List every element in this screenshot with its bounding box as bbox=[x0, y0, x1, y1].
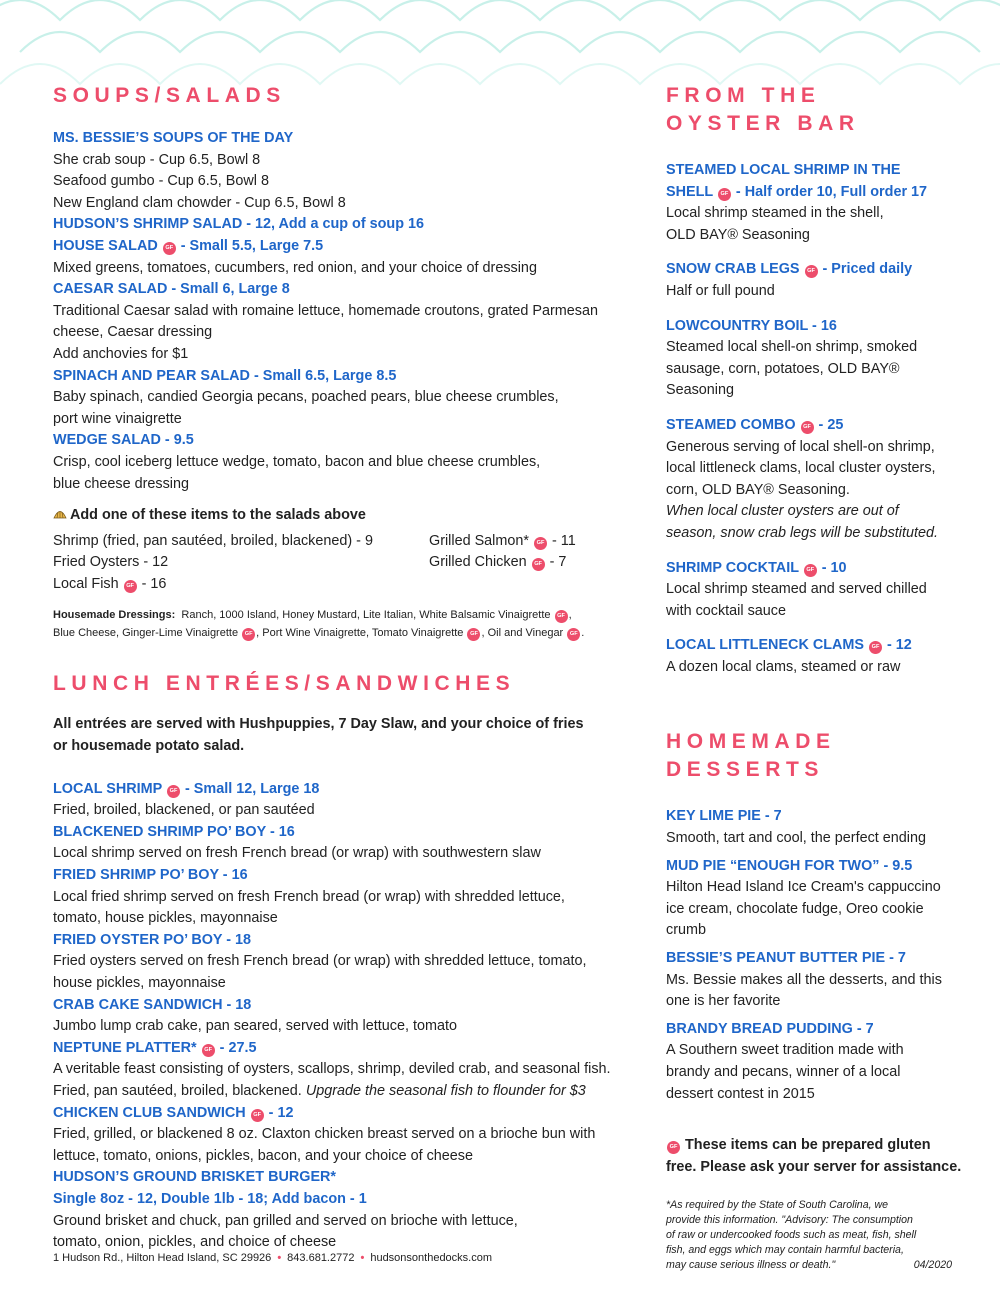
gluten-free-icon: GF bbox=[242, 628, 255, 641]
lunch-intro: or housemade potato salad. bbox=[53, 738, 245, 755]
bread-pudding-desc: dessert contest in 2015 bbox=[666, 1085, 815, 1102]
burger-heading: HUDSON’S GROUND BRISKET BURGER* bbox=[53, 1169, 337, 1186]
gluten-free-icon: GF bbox=[202, 1044, 215, 1057]
house-salad-name: HOUSE SALAD bbox=[53, 237, 158, 254]
dressings-text: , Oil and Vinegar bbox=[481, 626, 564, 639]
cocktail-desc: with cocktail sauce bbox=[666, 602, 786, 619]
footer-separator: • bbox=[277, 1252, 282, 1264]
advisory-line: provide this information. "Advisory: The consumption bbox=[666, 1214, 913, 1227]
steamed-shrimp-price: - Half order 10, Full order 17 bbox=[735, 183, 928, 200]
scale-pattern-background bbox=[0, 0, 1000, 90]
addon-item-price: - 7 bbox=[549, 554, 567, 571]
spinach-heading: SPINACH AND PEAR SALAD - Small 6.5, Large 8.5 bbox=[53, 367, 397, 384]
addon-heading bbox=[53, 505, 623, 527]
oyster-bar-title: FROM THE OYSTER BAR bbox=[666, 84, 860, 135]
clams-price: - 12 bbox=[887, 637, 912, 654]
neptune-desc-text: Fried, pan sautéed, broiled, blackened. bbox=[53, 1082, 302, 1099]
neptune-heading bbox=[53, 1038, 623, 1060]
gluten-free-icon: GF bbox=[801, 421, 814, 434]
neptune-price: - 27.5 bbox=[219, 1039, 257, 1056]
local-shrimp-price: - Small 12, Large 18 bbox=[185, 780, 320, 797]
left-column bbox=[53, 82, 623, 1254]
burger-desc: Ground brisket and chuck, pan grilled and served on brioche with lettuce, bbox=[53, 1212, 518, 1229]
menu-date: 04/2020 bbox=[913, 1258, 952, 1271]
combo-desc: local littleneck clams, local cluster oysters, bbox=[666, 460, 936, 477]
cocktail-name: SHRIMP COCKTAIL bbox=[666, 559, 799, 576]
caesar-desc: Add anchovies for $1 bbox=[53, 345, 189, 362]
caesar-desc: cheese, Caesar dressing bbox=[53, 324, 213, 341]
combo-note: When local cluster oysters are out of bbox=[666, 503, 899, 520]
addon-item-name: Local Fish bbox=[53, 575, 119, 592]
addon-item bbox=[53, 574, 429, 596]
combo-desc: Generous serving of local shell-on shrimp, bbox=[666, 438, 935, 455]
shrimp-salad-heading: HUDSON’S SHRIMP SALAD - 12, Add a cup of soup 16 bbox=[53, 216, 425, 233]
local-shrimp-name: LOCAL SHRIMP bbox=[53, 780, 163, 797]
neptune-desc bbox=[53, 1081, 623, 1103]
dressings-label: Housemade Dressings: bbox=[53, 609, 176, 622]
addon-grid bbox=[53, 531, 623, 596]
addon-item-price: - 16 bbox=[141, 575, 167, 592]
dressings-line-2: Blue Cheese, Ginger-Lime Vinaigrette GF , Port Wine Vinaigrette, Tomato Vinaigrette GF , Oil and Vinegar GF . bbox=[53, 626, 585, 639]
gluten-note bbox=[666, 1135, 966, 1157]
cocktail-heading bbox=[666, 558, 966, 580]
mud-pie-heading: MUD PIE “ENOUGH FOR TWO” - 9.5 bbox=[666, 857, 913, 874]
footer-separator: • bbox=[360, 1252, 365, 1264]
advisory-line: *As required by the State of South Carolina, we bbox=[666, 1199, 889, 1212]
addon-item bbox=[429, 531, 576, 553]
pb-pie-desc: one is her favorite bbox=[666, 993, 781, 1010]
gluten-note-line-2: free. Please ask your server for assistance. bbox=[666, 1158, 962, 1175]
boil-heading: LOWCOUNTRY BOIL - 16 bbox=[666, 317, 837, 334]
gluten-free-icon: GF bbox=[555, 610, 568, 623]
chicken-club-name: CHICKEN CLUB SANDWICH bbox=[53, 1104, 246, 1121]
fried-shrimp-heading: FRIED SHRIMP PO’ BOY - 16 bbox=[53, 867, 248, 884]
blackened-heading: BLACKENED SHRIMP PO’ BOY - 16 bbox=[53, 823, 295, 840]
snow-crab-heading bbox=[666, 259, 966, 281]
steamed-shrimp-heading: STEAMED LOCAL SHRIMP IN THE bbox=[666, 162, 901, 178]
snow-crab-desc: Half or full pound bbox=[666, 282, 775, 299]
addon-column-2 bbox=[429, 531, 576, 596]
gluten-free-icon: GF bbox=[467, 628, 480, 641]
gluten-free-icon: GF bbox=[869, 641, 882, 654]
spinach-desc: Baby spinach, candied Georgia pecans, poached pears, blue cheese crumbles, bbox=[53, 389, 559, 406]
bread-pudding-desc: brandy and pecans, winner of a local bbox=[666, 1064, 901, 1080]
caesar-desc: Traditional Caesar salad with romaine lettuce, homemade croutons, grated Parmesan bbox=[53, 302, 598, 319]
steamed-shrimp-desc: OLD BAY® Seasoning bbox=[666, 226, 810, 243]
cocktail-price: - 10 bbox=[821, 559, 847, 576]
snow-crab-price: - Priced daily bbox=[822, 261, 913, 278]
burger-prices: Single 8oz - 12, Double 1lb - 18; Add bacon - 1 bbox=[53, 1190, 367, 1207]
wedge-desc: Crisp, cool iceberg lettuce wedge, tomato, bacon and blue cheese crumbles, bbox=[53, 453, 541, 470]
crab-cake-heading: CRAB CAKE SANDWICH - 18 bbox=[53, 996, 252, 1013]
dressings-text: , Port Wine Vinaigrette, Tomato Vinaigrette bbox=[256, 626, 464, 639]
pb-pie-heading: BESSIE’S PEANUT BUTTER PIE - 7 bbox=[666, 950, 906, 967]
right-column bbox=[666, 82, 966, 1272]
house-salad-desc: Mixed greens, tomatoes, cucumbers, red onion, and your choice of dressing bbox=[53, 259, 537, 276]
lunch-intro: All entrées are served with Hushpuppies, 7 Day Slaw, and your choice of fries bbox=[53, 716, 584, 733]
burger-desc: tomato, onion, pickles, and choice of cheese bbox=[53, 1234, 337, 1251]
addon-item: Shrimp (fried, pan sautéed, broiled, blackened) - 9 bbox=[53, 532, 373, 549]
steamed-shrimp-desc: Local shrimp steamed in the shell, bbox=[666, 205, 884, 222]
caesar-heading: CAESAR SALAD - Small 6, Large 8 bbox=[53, 281, 290, 298]
mud-pie-desc: crumb bbox=[666, 922, 706, 939]
footer-website: hudsonsonthedocks.com bbox=[370, 1252, 493, 1264]
gluten-free-icon: GF bbox=[167, 785, 180, 798]
clams-desc: A dozen local clams, steamed or raw bbox=[666, 658, 901, 675]
fried-shrimp-desc: Local fried shrimp served on fresh French bread (or wrap) with shredded lettuce, bbox=[53, 888, 565, 905]
steamed-shrimp-heading bbox=[666, 182, 966, 204]
soup-item: New England clam chowder - Cup 6.5, Bowl 8 bbox=[53, 194, 346, 211]
neptune-name: NEPTUNE PLATTER* bbox=[53, 1039, 197, 1056]
fried-oyster-desc: house pickles, mayonnaise bbox=[53, 975, 226, 991]
boil-desc: Steamed local shell-on shrimp, smoked bbox=[666, 339, 918, 356]
clams-heading bbox=[666, 635, 966, 657]
snow-crab-name: SNOW CRAB LEGS bbox=[666, 261, 800, 278]
shell-icon bbox=[53, 508, 67, 520]
footer-address: 1 Hudson Rd., Hilton Head Island, SC 29926 bbox=[53, 1252, 272, 1264]
addon-item-name: Grilled Salmon* bbox=[429, 532, 529, 549]
mud-pie-desc: ice cream, chocolate fudge, Oreo cookie bbox=[666, 900, 924, 917]
addon-item-name: Grilled Chicken bbox=[429, 554, 527, 571]
bread-pudding-heading: BRANDY BREAD PUDDING - 7 bbox=[666, 1020, 874, 1037]
fried-shrimp-desc: tomato, house pickles, mayonnaise bbox=[53, 910, 278, 927]
combo-desc: corn, OLD BAY® Seasoning. bbox=[666, 481, 850, 498]
combo-note: season, snow crab legs will be substituted. bbox=[666, 524, 938, 541]
chicken-club-heading bbox=[53, 1103, 623, 1125]
key-lime-heading: KEY LIME PIE - 7 bbox=[666, 808, 782, 825]
gluten-free-icon: GF bbox=[667, 1141, 680, 1154]
pb-pie-desc: Ms. Bessie makes all the desserts, and this bbox=[666, 971, 942, 988]
gluten-free-icon: GF bbox=[534, 537, 547, 550]
fried-oyster-heading: FRIED OYSTER PO’ BOY - 18 bbox=[53, 931, 252, 948]
crab-cake-desc: Jumbo lump crab cake, pan seared, served with lettuce, tomato bbox=[53, 1018, 457, 1035]
dressings-line-1: Housemade Dressings: Ranch, 1000 Island, Honey Mustard, Lite Italian, White Balsamic Vinaigrette GF , bbox=[53, 609, 572, 622]
soups-salads-title: SOUPS/SALADS bbox=[53, 84, 286, 107]
local-shrimp-heading bbox=[53, 779, 623, 801]
local-shrimp-desc: Fried, broiled, blackened, or pan sautéed bbox=[53, 802, 315, 819]
neptune-upgrade-note: Upgrade the seasonal fish to flounder for $3 bbox=[305, 1082, 586, 1099]
gluten-free-icon: GF bbox=[124, 580, 137, 593]
chicken-club-desc: lettuce, tomato, onions, pickles, bacon, and your choice of cheese bbox=[53, 1147, 473, 1164]
soups-heading: MS. BESSIE’S SOUPS OF THE DAY bbox=[53, 130, 294, 146]
advisory-note bbox=[666, 1198, 966, 1272]
gluten-free-icon: GF bbox=[532, 558, 545, 571]
gluten-free-icon: GF bbox=[567, 628, 580, 641]
advisory-line: of raw or undercooked foods such as meat, fish, shell bbox=[666, 1228, 917, 1241]
mud-pie-desc: Hilton Head Island Ice Cream's cappuccino bbox=[666, 879, 941, 896]
addon-item: Fried Oysters - 12 bbox=[53, 554, 169, 571]
footer-phone: 843.681.2772 bbox=[287, 1252, 355, 1264]
fried-oyster-desc: Fried oysters served on fresh French bread (or wrap) with shredded lettuce, tomato, bbox=[53, 953, 587, 970]
neptune-desc: A veritable feast consisting of oysters, scallops, shrimp, deviled crab, and seasonal fish. bbox=[53, 1061, 611, 1078]
blackened-desc: Local shrimp served on fresh French bread (or wrap) with southwestern slaw bbox=[53, 845, 541, 862]
boil-desc: Seasoning bbox=[666, 382, 735, 399]
key-lime-desc: Smooth, tart and cool, the perfect ending bbox=[666, 830, 926, 847]
lunch-title: LUNCH ENTRÉES/SANDWICHES bbox=[53, 672, 516, 696]
chicken-club-desc: Fried, grilled, or blackened 8 oz. Claxton chicken breast served on a brioche bun with bbox=[53, 1126, 596, 1143]
gluten-note-text: These items can be prepared gluten bbox=[685, 1137, 931, 1154]
bread-pudding-desc: A Southern sweet tradition made with bbox=[666, 1042, 904, 1059]
dressings-text: Blue Cheese, Ginger-Lime Vinaigrette bbox=[53, 626, 239, 639]
spinach-desc: port wine vinaigrette bbox=[53, 410, 182, 427]
gluten-free-icon: GF bbox=[804, 564, 817, 577]
house-salad-price: - Small 5.5, Large 7.5 bbox=[180, 237, 324, 254]
desserts-title: HOMEMADE DESSERTS bbox=[666, 730, 836, 782]
addon-column-1 bbox=[53, 531, 429, 596]
addon-heading-text: Add one of these items to the salads above bbox=[70, 507, 366, 524]
advisory-line: fish, and eggs which may contain harmful bacteria, bbox=[666, 1243, 904, 1256]
footer-address-bar bbox=[53, 1252, 492, 1264]
boil-desc: sausage, corn, potatoes, OLD BAY® bbox=[666, 360, 900, 377]
clams-name: LOCAL LITTLENECK CLAMS bbox=[666, 637, 864, 654]
gluten-free-icon: GF bbox=[718, 188, 731, 201]
soup-item: Seafood gumbo - Cup 6.5, Bowl 8 bbox=[53, 173, 269, 190]
chicken-club-price: - 12 bbox=[268, 1104, 294, 1121]
advisory-line: may cause serious illness or death." bbox=[666, 1258, 836, 1271]
combo-name: STEAMED COMBO bbox=[666, 416, 796, 433]
combo-price: - 25 bbox=[818, 416, 844, 433]
steamed-shrimp-name: SHELL bbox=[666, 183, 713, 200]
wedge-desc: blue cheese dressing bbox=[53, 475, 190, 492]
addon-item-price: - 11 bbox=[551, 532, 576, 549]
dressings-text: Ranch, 1000 Island, Honey Mustard, Lite Italian, White Balsamic Vinaigrette bbox=[181, 609, 551, 622]
cocktail-desc: Local shrimp steamed and served chilled bbox=[666, 581, 927, 598]
house-salad-heading bbox=[53, 236, 623, 258]
combo-heading bbox=[666, 415, 966, 437]
addon-item bbox=[429, 552, 576, 574]
gluten-free-icon: GF bbox=[805, 265, 818, 278]
soup-item: She crab soup - Cup 6.5, Bowl 8 bbox=[53, 151, 261, 168]
wedge-heading: WEDGE SALAD - 9.5 bbox=[53, 432, 194, 449]
gluten-free-icon: GF bbox=[163, 242, 176, 255]
gluten-free-icon: GF bbox=[251, 1109, 264, 1122]
